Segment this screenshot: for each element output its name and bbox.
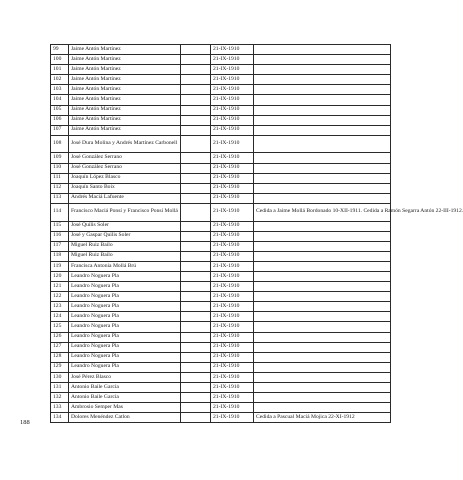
holder-name: José Quilis Soler	[69, 221, 181, 231]
transfer-notes	[254, 302, 391, 312]
transfer-notes	[254, 383, 391, 393]
registration-date: 21-IX-1910	[211, 173, 254, 183]
table-row	[51, 271, 391, 281]
transfer-notes	[254, 251, 391, 261]
row-number: 131	[51, 383, 69, 393]
registration-date: 21-IX-1910	[211, 332, 254, 342]
transfer-notes	[254, 193, 391, 203]
holder-name: Leandro Noguera Pla	[69, 312, 181, 322]
row-number: 126	[51, 332, 69, 342]
table-row	[51, 45, 391, 55]
blank-cell	[181, 393, 211, 403]
registration-date: 21-IX-1910	[211, 105, 254, 115]
table-row	[51, 282, 391, 292]
holder-name: Jaime Antón Martínez	[69, 105, 181, 115]
holder-name: José Pérez Blasco	[69, 372, 181, 382]
blank-cell	[181, 241, 211, 251]
blank-cell	[181, 153, 211, 163]
page-number: 188	[20, 419, 30, 426]
blank-cell	[181, 173, 211, 183]
transfer-notes	[254, 342, 391, 352]
table-row	[51, 193, 391, 203]
transfer-notes	[254, 65, 391, 75]
registration-date: 21-IX-1910	[211, 203, 254, 221]
transfer-notes	[254, 125, 391, 135]
table-row	[51, 55, 391, 65]
row-number: 116	[51, 231, 69, 241]
table-row	[51, 362, 391, 372]
holder-name: Leandro Noguera Pla	[69, 342, 181, 352]
table-row	[51, 115, 391, 125]
blank-cell	[181, 105, 211, 115]
table-row	[51, 342, 391, 352]
row-number: 102	[51, 75, 69, 85]
holder-name: Francisca Antonia Mollá Brú	[69, 261, 181, 271]
transfer-notes	[254, 271, 391, 281]
transfer-notes	[254, 85, 391, 95]
blank-cell	[181, 95, 211, 105]
row-number: 101	[51, 65, 69, 75]
table-row	[51, 261, 391, 271]
blank-cell	[181, 193, 211, 203]
table-row	[51, 135, 391, 153]
row-number: 125	[51, 322, 69, 332]
table-row	[51, 105, 391, 115]
registration-date: 21-IX-1910	[211, 65, 254, 75]
registration-date: 21-IX-1910	[211, 403, 254, 413]
holder-name: José González Serrano	[69, 153, 181, 163]
blank-cell	[181, 163, 211, 173]
holder-name: Jaime Antón Martínez	[69, 75, 181, 85]
row-number: 130	[51, 372, 69, 382]
row-number: 119	[51, 261, 69, 271]
registration-date: 21-IX-1910	[211, 153, 254, 163]
row-number: 123	[51, 302, 69, 312]
table-row	[51, 403, 391, 413]
blank-cell	[181, 45, 211, 55]
row-number: 122	[51, 292, 69, 302]
registration-date: 21-IX-1910	[211, 372, 254, 382]
holder-name: Miguel Ruiz Bailo	[69, 251, 181, 261]
transfer-notes: Cedida a Jaime Mollá Bordonado 10-XII-1911. Cedida a Ramón Segarra Antón 22-III-1912.	[254, 203, 391, 221]
blank-cell	[181, 292, 211, 302]
row-number: 108	[51, 135, 69, 153]
registration-date: 21-IX-1910	[211, 163, 254, 173]
row-number: 129	[51, 362, 69, 372]
transfer-notes	[254, 163, 391, 173]
transfer-notes	[254, 322, 391, 332]
transfer-notes	[254, 282, 391, 292]
row-number: 99	[51, 45, 69, 55]
row-number: 113	[51, 193, 69, 203]
row-number: 120	[51, 271, 69, 281]
blank-cell	[181, 302, 211, 312]
row-number: 118	[51, 251, 69, 261]
row-number: 134	[51, 413, 69, 423]
holder-name: Leandro Noguera Pla	[69, 271, 181, 281]
table-row	[51, 85, 391, 95]
transfer-notes	[254, 45, 391, 55]
row-number: 133	[51, 403, 69, 413]
registration-date: 21-IX-1910	[211, 231, 254, 241]
table-row	[51, 352, 391, 362]
registration-date: 21-IX-1910	[211, 261, 254, 271]
holder-name: Jaime Antón Martínez	[69, 45, 181, 55]
table-row	[51, 241, 391, 251]
blank-cell	[181, 372, 211, 382]
registration-date: 21-IX-1910	[211, 292, 254, 302]
table-row	[51, 332, 391, 342]
transfer-notes	[254, 362, 391, 372]
table-row	[51, 221, 391, 231]
registration-date: 21-IX-1910	[211, 55, 254, 65]
transfer-notes	[254, 153, 391, 163]
registration-date: 21-IX-1910	[211, 183, 254, 193]
registration-date: 21-IX-1910	[211, 312, 254, 322]
holder-name: Joaquín López Blasco	[69, 173, 181, 183]
row-number: 110	[51, 163, 69, 173]
holder-name: Leandro Noguera Pla	[69, 332, 181, 342]
row-number: 114	[51, 203, 69, 221]
transfer-notes	[254, 221, 391, 231]
transfer-notes	[254, 95, 391, 105]
registration-date: 21-IX-1910	[211, 95, 254, 105]
registration-date: 21-IX-1910	[211, 302, 254, 312]
registration-date: 21-IX-1910	[211, 413, 254, 423]
table-row	[51, 75, 391, 85]
row-number: 128	[51, 352, 69, 362]
holder-name: Andrés Maciá Lafuente	[69, 193, 181, 203]
holder-name: Antonio Baile García	[69, 383, 181, 393]
holder-name: Jaime Antón Martínez	[69, 115, 181, 125]
row-number: 132	[51, 393, 69, 403]
blank-cell	[181, 261, 211, 271]
holder-name: Leandro Noguera Pla	[69, 282, 181, 292]
holder-name: Antonio Baile García	[69, 393, 181, 403]
row-number: 107	[51, 125, 69, 135]
row-number: 115	[51, 221, 69, 231]
blank-cell	[181, 221, 211, 231]
table-row	[51, 413, 391, 423]
registry-table-body	[51, 45, 463, 423]
blank-cell	[181, 282, 211, 292]
blank-cell	[181, 332, 211, 342]
transfer-notes	[254, 75, 391, 85]
transfer-notes	[254, 261, 391, 271]
row-number: 112	[51, 183, 69, 193]
transfer-notes	[254, 372, 391, 382]
transfer-notes	[254, 231, 391, 241]
blank-cell	[181, 135, 211, 153]
blank-cell	[181, 125, 211, 135]
row-number: 127	[51, 342, 69, 352]
holder-name: Leandro Noguera Pla	[69, 362, 181, 372]
registry-table	[50, 44, 463, 423]
table-row	[51, 203, 391, 221]
transfer-notes	[254, 352, 391, 362]
holder-name: Jaime Antón Martínez	[69, 125, 181, 135]
holder-name: Miguel Ruiz Bailo	[69, 241, 181, 251]
blank-cell	[181, 362, 211, 372]
blank-cell	[181, 65, 211, 75]
row-number: 105	[51, 105, 69, 115]
transfer-notes	[254, 393, 391, 403]
holder-name: Leandro Noguera Pla	[69, 322, 181, 332]
holder-name: Jaime Antón Martínez	[69, 55, 181, 65]
holder-name: Leandro Noguera Pla	[69, 302, 181, 312]
row-number: 103	[51, 85, 69, 95]
holder-name: Jaime Antón Martínez	[69, 65, 181, 75]
registration-date: 21-IX-1910	[211, 135, 254, 153]
blank-cell	[181, 342, 211, 352]
transfer-notes	[254, 55, 391, 65]
registration-date: 21-IX-1910	[211, 393, 254, 403]
row-number: 111	[51, 173, 69, 183]
row-number: 106	[51, 115, 69, 125]
table-row	[51, 153, 391, 163]
row-number: 117	[51, 241, 69, 251]
blank-cell	[181, 231, 211, 241]
table-row	[51, 322, 391, 332]
row-number: 100	[51, 55, 69, 65]
registration-date: 21-IX-1910	[211, 221, 254, 231]
table-row	[51, 95, 391, 105]
registration-date: 21-IX-1910	[211, 193, 254, 203]
registration-date: 21-IX-1910	[211, 115, 254, 125]
table-row	[51, 183, 391, 193]
holder-name: Francisco Maciá Ponsí y Francisco Ponsí Mollá	[69, 203, 181, 221]
transfer-notes	[254, 312, 391, 322]
blank-cell	[181, 312, 211, 322]
blank-cell	[181, 383, 211, 393]
blank-cell	[181, 115, 211, 125]
holder-name: Leandro Noguera Pla	[69, 292, 181, 302]
holder-name: Joaquín Santo Boix	[69, 183, 181, 193]
table-row	[51, 292, 391, 302]
table-row	[51, 312, 391, 322]
registration-date: 21-IX-1910	[211, 85, 254, 95]
holder-name: Ambrosio Semper Mas	[69, 403, 181, 413]
registration-date: 21-IX-1910	[211, 251, 254, 261]
holder-name: José Dura Molina y Andrés Martínez Carbonell	[69, 135, 181, 153]
table-row	[51, 173, 391, 183]
blank-cell	[181, 322, 211, 332]
transfer-notes	[254, 403, 391, 413]
holder-name: Jaime Antón Martínez	[69, 95, 181, 105]
registration-date: 21-IX-1910	[211, 241, 254, 251]
table-row	[51, 163, 391, 173]
blank-cell	[181, 352, 211, 362]
table-row	[51, 65, 391, 75]
table-row	[51, 251, 391, 261]
row-number: 124	[51, 312, 69, 322]
holder-name: José González Serrano	[69, 163, 181, 173]
blank-cell	[181, 55, 211, 65]
registration-date: 21-IX-1910	[211, 322, 254, 332]
blank-cell	[181, 413, 211, 423]
table-row	[51, 302, 391, 312]
blank-cell	[181, 203, 211, 221]
row-number: 121	[51, 282, 69, 292]
table-row	[51, 372, 391, 382]
registration-date: 21-IX-1910	[211, 352, 254, 362]
row-number: 104	[51, 95, 69, 105]
holder-name: Dolores Menéndez Catlon	[69, 413, 181, 423]
transfer-notes	[254, 105, 391, 115]
registration-date: 21-IX-1910	[211, 342, 254, 352]
table-row	[51, 383, 391, 393]
row-number: 109	[51, 153, 69, 163]
registration-date: 21-IX-1910	[211, 271, 254, 281]
registration-date: 21-IX-1910	[211, 282, 254, 292]
transfer-notes: Cedida a Pascual Maciá Mojica 22-XI-1912	[254, 413, 391, 423]
registration-date: 21-IX-1910	[211, 75, 254, 85]
transfer-notes	[254, 241, 391, 251]
table-row	[51, 393, 391, 403]
table-row	[51, 125, 391, 135]
registration-date: 21-IX-1910	[211, 125, 254, 135]
blank-cell	[181, 85, 211, 95]
holder-name: José y Gaspar Quilis Soler	[69, 231, 181, 241]
holder-name: Leandro Noguera Pla	[69, 352, 181, 362]
transfer-notes	[254, 292, 391, 302]
registration-date: 21-IX-1910	[211, 45, 254, 55]
transfer-notes	[254, 135, 391, 153]
transfer-notes	[254, 332, 391, 342]
transfer-notes	[254, 173, 391, 183]
registration-date: 21-IX-1910	[211, 383, 254, 393]
blank-cell	[181, 183, 211, 193]
transfer-notes	[254, 183, 391, 193]
blank-cell	[181, 403, 211, 413]
table-row	[51, 231, 391, 241]
blank-cell	[181, 251, 211, 261]
blank-cell	[181, 271, 211, 281]
blank-cell	[181, 75, 211, 85]
holder-name: Jaime Antón Martínez	[69, 85, 181, 95]
registration-date: 21-IX-1910	[211, 362, 254, 372]
transfer-notes	[254, 115, 391, 125]
